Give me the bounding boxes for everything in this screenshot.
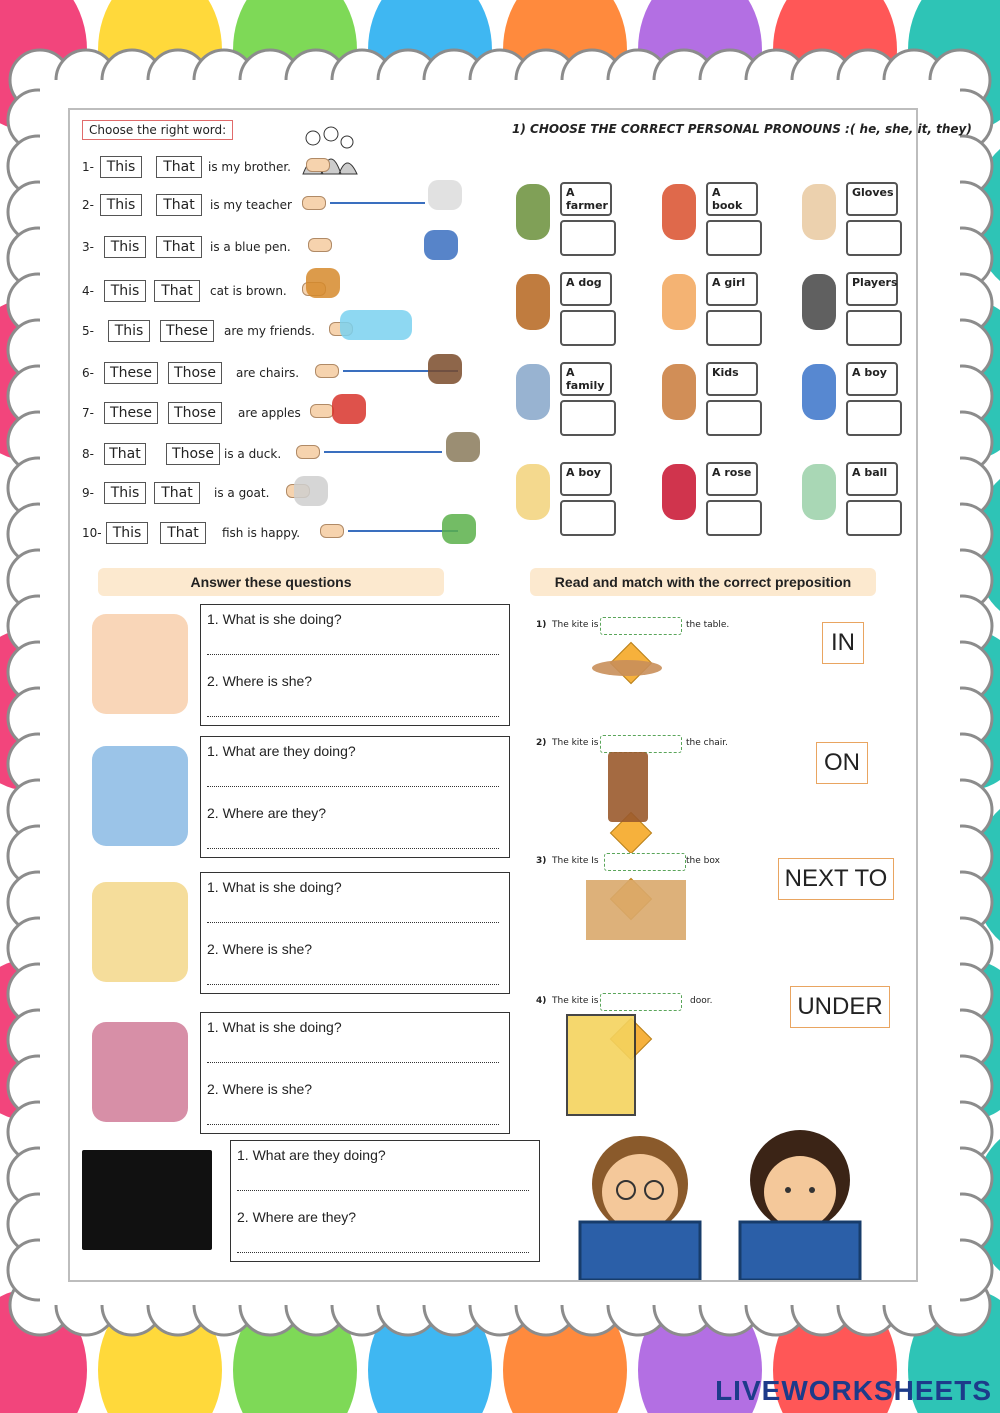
answer-questions-title: Answer these questions xyxy=(98,568,444,596)
sentence-start: The kite is xyxy=(552,620,599,630)
pronoun-item-label: A dog xyxy=(560,272,612,306)
answer-line-1[interactable] xyxy=(207,785,499,787)
girl-drawing-picture xyxy=(92,882,188,982)
instruction-label: Choose the right word: xyxy=(82,120,233,140)
pronoun-item-picture xyxy=(516,184,550,240)
sentence-text: are my friends. xyxy=(224,324,315,338)
pronoun-answer-box[interactable] xyxy=(560,400,616,436)
pronoun-item-picture xyxy=(516,364,550,420)
pointing-hand-icon xyxy=(320,524,344,538)
sentence-text: fish is happy. xyxy=(222,526,301,540)
preposition-drop-zone[interactable] xyxy=(600,617,682,635)
question-2: 2. Where are they? xyxy=(207,805,327,821)
preposition-drop-zone[interactable] xyxy=(600,993,682,1011)
preposition-drop-zone[interactable] xyxy=(604,853,686,871)
answer-line-1[interactable] xyxy=(207,653,499,655)
sentence-text: is a duck. xyxy=(224,447,282,461)
pronoun-answer-box[interactable] xyxy=(846,500,902,536)
pronoun-item-picture xyxy=(802,184,836,240)
pronoun-answer-box[interactable] xyxy=(846,220,902,256)
choice-a[interactable]: This xyxy=(106,522,148,544)
question-box xyxy=(200,872,510,994)
question-box xyxy=(200,604,510,726)
pronoun-item-label: A family xyxy=(560,362,612,396)
item-number: 10- xyxy=(82,526,102,540)
kids-reading-picture xyxy=(560,1122,890,1280)
choice-a[interactable]: These xyxy=(104,402,158,424)
sentence-text: are apples xyxy=(238,406,301,420)
question-2: 2. Where is she? xyxy=(207,941,313,957)
cinema-picture xyxy=(82,1150,212,1250)
item-number: 4- xyxy=(82,284,94,298)
choice-b[interactable]: That xyxy=(156,194,202,216)
pronoun-answer-box[interactable] xyxy=(706,500,762,536)
pronoun-answer-box[interactable] xyxy=(560,220,616,256)
question-box xyxy=(200,1012,510,1134)
pronoun-item-picture xyxy=(516,274,550,330)
question-2: 2. Where is she? xyxy=(207,1081,313,1097)
choice-b[interactable]: That xyxy=(160,522,206,544)
box-picture xyxy=(586,880,686,940)
sentence-text: cat is brown. xyxy=(210,284,287,298)
answer-line-2[interactable] xyxy=(207,983,499,985)
sentence-end: the chair. xyxy=(686,738,729,748)
pronouns-title: 1) CHOOSE THE CORRECT PERSONAL PRONOUNS :( he, she, it, they) xyxy=(512,122,972,136)
pointing-hand-icon xyxy=(296,445,320,459)
sentence-number: 2) xyxy=(536,738,547,748)
choice-b[interactable]: Those xyxy=(166,443,220,465)
sentence-number: 4) xyxy=(536,996,547,1006)
answer-line-1[interactable] xyxy=(207,1061,499,1063)
duck-picture xyxy=(446,432,480,462)
pointing-hand-icon xyxy=(306,158,330,172)
family-picture xyxy=(295,124,365,180)
worksheet xyxy=(68,108,972,1282)
pronoun-item-picture xyxy=(662,184,696,240)
answer-line-2[interactable] xyxy=(207,847,499,849)
pointing-hand-icon xyxy=(302,196,326,210)
item-number: 7- xyxy=(82,406,94,420)
fish-picture xyxy=(442,514,476,544)
connector-arrow xyxy=(330,202,425,204)
pronoun-answer-box[interactable] xyxy=(706,310,762,346)
sentence-text: are chairs. xyxy=(236,366,300,380)
pointing-hand-icon xyxy=(308,238,332,252)
answer-line-2[interactable] xyxy=(237,1251,529,1253)
choice-a[interactable]: This xyxy=(104,482,146,504)
preposition-option[interactable]: NEXT TO xyxy=(778,858,894,900)
sentence-start: The kite Is xyxy=(552,856,599,866)
choice-a[interactable]: This xyxy=(104,236,146,258)
choice-a[interactable]: This xyxy=(108,320,150,342)
pronoun-item-label: A boy xyxy=(846,362,898,396)
pronoun-item-label: Kids xyxy=(706,362,758,396)
sentence-number: 1) xyxy=(536,620,547,630)
pronoun-answer-box[interactable] xyxy=(560,500,616,536)
pronoun-item-picture xyxy=(802,464,836,520)
item-number: 5- xyxy=(82,324,94,338)
sentence-text: is a blue pen. xyxy=(210,240,291,254)
pointing-hand-icon xyxy=(310,404,334,418)
sentence-start: The kite is xyxy=(552,996,599,1006)
preposition-option[interactable]: UNDER xyxy=(790,986,890,1028)
apples-picture xyxy=(332,394,366,424)
pronoun-item-label: A farmer xyxy=(560,182,612,216)
preposition-option[interactable]: ON xyxy=(816,742,868,784)
question-1: 1. What is she doing? xyxy=(207,611,342,627)
pronoun-item-label: A boy xyxy=(560,462,612,496)
item-number: 6- xyxy=(82,366,94,380)
liveworksheets-logo: LIVEWORKSHEETS xyxy=(715,1375,992,1406)
pronoun-answer-box[interactable] xyxy=(706,400,762,436)
sentence-end: door. xyxy=(690,996,713,1006)
friends-picture xyxy=(340,310,412,340)
choice-a[interactable]: This xyxy=(100,194,142,216)
answer-line-1[interactable] xyxy=(237,1189,529,1191)
sentence-text: is a goat. xyxy=(214,486,270,500)
sentence-number: 3) xyxy=(536,856,547,866)
pronoun-item-picture xyxy=(802,364,836,420)
choice-a[interactable]: That xyxy=(104,443,146,465)
pronoun-item-picture xyxy=(516,464,550,520)
pronoun-item-picture xyxy=(802,274,836,330)
item-number: 2- xyxy=(82,198,94,212)
pointing-hand-icon xyxy=(315,364,339,378)
prepositions-title: Read and match with the correct preposition xyxy=(530,568,876,596)
pronoun-item-label: A ball xyxy=(846,462,898,496)
pronoun-item-label: A book xyxy=(706,182,758,216)
sentence-text: is my brother. xyxy=(208,160,291,174)
pronoun-item-picture xyxy=(662,364,696,420)
connector-arrow xyxy=(324,451,442,453)
pronoun-answer-box[interactable] xyxy=(846,310,902,346)
preposition-option[interactable]: IN xyxy=(822,622,864,664)
question-2: 2. Where is she? xyxy=(207,673,313,689)
answer-line-2[interactable] xyxy=(207,715,499,717)
choice-b[interactable]: That xyxy=(154,482,200,504)
question-1: 1. What are they doing? xyxy=(237,1147,386,1163)
pronoun-item-label: A rose xyxy=(706,462,758,496)
sentence-text: is my teacher xyxy=(210,198,292,212)
pronoun-item-picture xyxy=(662,464,696,520)
preposition-drop-zone[interactable] xyxy=(600,735,682,753)
question-2: 2. Where are they? xyxy=(237,1209,357,1225)
table-picture xyxy=(592,660,662,676)
choice-a[interactable]: This xyxy=(104,280,146,302)
question-1: 1. What are they doing? xyxy=(207,743,356,759)
question-1: 1. What is she doing? xyxy=(207,1019,342,1035)
item-number: 1- xyxy=(82,160,94,174)
boys-desk-picture xyxy=(92,746,188,846)
pronoun-item-label: A girl xyxy=(706,272,758,306)
girl-library-picture xyxy=(92,1022,188,1122)
sentence-end: the box xyxy=(686,856,720,866)
chairs-picture xyxy=(428,354,462,384)
item-number: 8- xyxy=(82,447,94,461)
choice-b[interactable]: That xyxy=(156,156,202,178)
teacher-picture xyxy=(428,180,462,210)
sentence-end: the table. xyxy=(686,620,730,630)
choice-b[interactable]: That xyxy=(156,236,202,258)
choice-b[interactable]: Those xyxy=(168,362,222,384)
pronoun-answer-box[interactable] xyxy=(706,220,762,256)
cat-picture xyxy=(306,268,340,298)
choice-b[interactable]: These xyxy=(160,320,214,342)
choice-b[interactable]: Those xyxy=(168,402,222,424)
item-number: 9- xyxy=(82,486,94,500)
chair-picture xyxy=(608,752,648,822)
question-box xyxy=(200,736,510,858)
sentence-start: The kite is xyxy=(552,738,599,748)
pronoun-answer-box[interactable] xyxy=(560,310,616,346)
pen-picture xyxy=(424,230,458,260)
goat-picture xyxy=(294,476,328,506)
answer-line-1[interactable] xyxy=(207,921,499,923)
question-box xyxy=(230,1140,540,1262)
pronoun-item-label: Gloves xyxy=(846,182,898,216)
question-1: 1. What is she doing? xyxy=(207,879,342,895)
choice-a[interactable]: This xyxy=(100,156,142,178)
item-number: 3- xyxy=(82,240,94,254)
pronoun-item-picture xyxy=(662,274,696,330)
choice-a[interactable]: These xyxy=(104,362,158,384)
pronoun-item-label: Players xyxy=(846,272,898,306)
girl-computer-picture xyxy=(92,614,188,714)
choice-b[interactable]: That xyxy=(154,280,200,302)
answer-line-2[interactable] xyxy=(207,1123,499,1125)
door-picture xyxy=(566,1014,636,1116)
pronoun-answer-box[interactable] xyxy=(846,400,902,436)
